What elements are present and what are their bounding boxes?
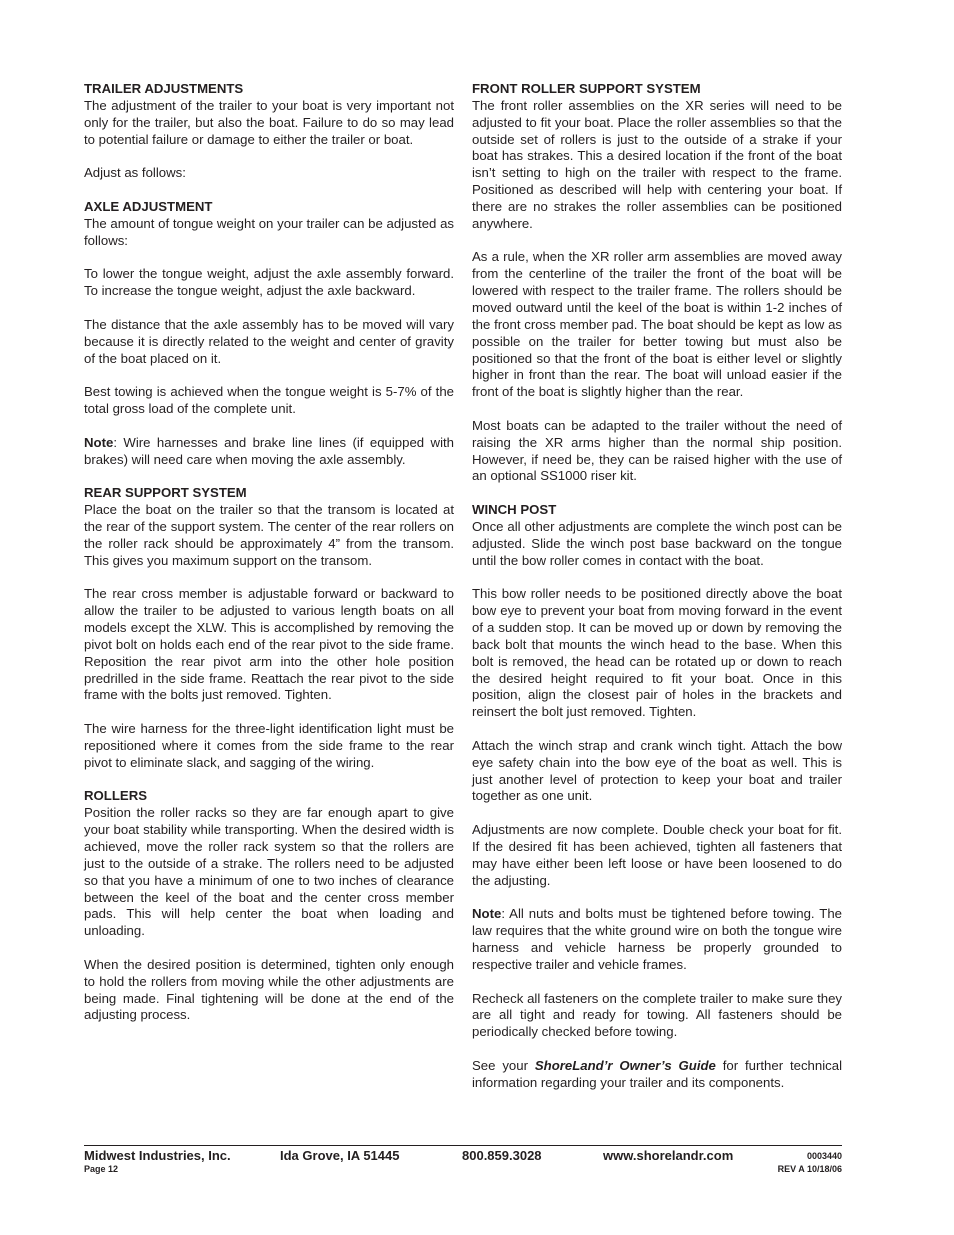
heading-axle-adjustment: AXLE ADJUSTMENT	[84, 198, 213, 214]
paragraph: Adjust as follows:	[84, 165, 186, 181]
paragraph: Adjustments are now complete. Double check your boat for fit. If the desired fit has been achieved, tighten all fasteners that may have either been left loose or have been loosened to do the adjusting.	[472, 822, 842, 888]
paragraph: The distance that the axle assembly has to be moved will vary because it is directly related to the weight and center of gravity of the boat placed on it.	[84, 316, 454, 366]
note-paragraph	[472, 906, 842, 973]
paragraph: As a rule, when the XR roller arm assemblies are moved away from the centerline of the trailer the front of the boat will be lowered with respect to the trailer frame. The rollers should be moved outward until the keel of the boat is within 1-2 inches of the front cross member pad. The boat should be kept as low as possible on the trailer for better towing but must also be positioned so that the front of the boat is either level or slightly higher in front than the rear. The boat will unload easier if the front of the boat is slightly higher than the rear.	[472, 249, 842, 400]
note-label: Note	[84, 434, 114, 450]
paragraph: Best towing is achieved when the tongue weight is 5-7% of the total gross load of the complete unit.	[84, 384, 454, 417]
paragraph: The wire harness for the three-light identification light must be repositioned where it comes from the side frame to the rear pivot to eliminate slack, and sagging of the wiring.	[84, 721, 454, 770]
paragraph: Most boats can be adapted to the trailer without the need of raising the XR arms higher than the normal ship position. However, if need be, they can be raised higher with the use of an optional SS1000 riser kit.	[472, 417, 842, 484]
note-text: : Wire harnesses and brake line lines (if equipped with brakes) will need care when moving the axle assembly.	[84, 434, 454, 467]
footer-phone: 800.859.3028	[462, 1148, 542, 1163]
heading-rear-support-system: REAR SUPPORT SYSTEM	[84, 485, 247, 501]
heading-winch-post: WINCH POST	[472, 502, 557, 518]
paragraph: Attach the winch strap and crank winch tight. Attach the bow eye safety chain into the bow eye of the boat as well. This is just another level of protection to keep your boat and trailer together as one unit.	[472, 737, 842, 804]
footer-company: Midwest Industries, Inc.	[84, 1148, 231, 1163]
paragraph: The front roller assemblies on the XR series will need to be adjusted to fit your boat. Place the roller assemblies so that the outside set of rollers is just to the outside of a strake if your boat has strakes. This a desired location if the front of the boat isn’t setting to high on the trailer with respect to the frame. Positioned as described will help with centering your boat. If there are no strakes the roller assemblies can be positioned anywhere.	[472, 97, 842, 231]
heading-rollers: ROLLERS	[84, 788, 148, 804]
right-column	[472, 81, 842, 1092]
paragraph: To lower the tongue weight, adjust the axle assembly forward. To increase the tongue weight, adjust the axle backward.	[84, 266, 454, 299]
paragraph: Once all other adjustments are complete the winch post can be adjusted. Slide the winch post base backward on the tongue until the bow roller comes in contact with the boat.	[472, 518, 842, 568]
owners-guide-paragraph	[472, 1058, 842, 1092]
owners-guide-title: ShoreLand’r Owner’s Guide	[534, 1057, 716, 1073]
paragraph: The amount of tongue weight on your trailer can be adjusted as follows:	[84, 215, 454, 248]
heading-trailer-adjustments: TRAILER ADJUSTMENTS	[84, 81, 244, 96]
paragraph: This bow roller needs to be positioned directly above the boat bow eye to prevent your boat from moving forward in the event of a sudden stop. It can be moved up or down by removing the back bolt that mounts the winch head to the base. When this bolt is removed, the head can be rotated up or down to reach the desired height required to fit your boat. Once in this position, align the closest pair of holes in the brackets and reinsert the bolt just removed. Tighten.	[472, 586, 842, 720]
footer-revision: REV A 10/18/06	[777, 1164, 842, 1174]
footer-doc-number: 0003440	[806, 1151, 842, 1161]
note-paragraph	[84, 435, 454, 469]
paragraph: The adjustment of the trailer to your boat is very important not only for the trailer, but also the boat. Failure to do so may lead to potential failure or damage to either the trailer or boat.	[84, 97, 454, 147]
paragraph: Position the roller racks so they are far enough apart to give your boat stability while transporting. When the desired width is achieved, move the roller rack system so that the rollers are just to the outside of a strake. The rollers need to be adjusted so that you have a minimum of one to two inches of clearance between the keel of the boat and the center cross member pads. This will help center the boat when loading and unloading.	[84, 805, 454, 939]
footer-divider	[84, 1145, 842, 1146]
footer-page-number: Page 12	[84, 1164, 119, 1174]
note-text: : All nuts and bolts must be tightened before towing. The law requires that the white ground wire on both the tongue wire harness and vehicle harness be properly grounded to respective trailer and vehicle frames.	[472, 906, 842, 972]
paragraph: The rear cross member is adjustable forward or backward to allow the trailer to be adjusted to various length boats on all models except the XLW. This is accomplished by removing the pivot bolt on holds each end of the rear pivot to the side frame. Reposition the rear pivot arm into the other hole position predrilled in the side frame. Reattach the rear pivot to the side frame with the bolts just removed. Tighten.	[84, 586, 454, 703]
see-text: See your	[472, 1057, 535, 1073]
see-text: for further technical information regarding your trailer and its components.	[472, 1057, 843, 1090]
left-column	[84, 81, 454, 1024]
paragraph: Recheck all fasteners on the complete trailer to make sure they are all tight and ready for towing. All fasteners should be periodically checked before towing.	[472, 990, 842, 1040]
note-label: Note	[472, 906, 502, 922]
paragraph: Place the boat on the trailer so that the transom is located at the rear of the support system. The center of the rear rollers on the roller rack should be approximately 4” from the transom. This gives you maximum support on the transom.	[84, 502, 454, 568]
paragraph: When the desired position is determined, tighten only enough to hold the rollers from moving while the other adjustments are being made. Final tightening will be done at the end of the adjusting process.	[84, 956, 454, 1023]
heading-front-roller-support-system: FRONT ROLLER SUPPORT SYSTEM	[472, 81, 701, 96]
footer-city: Ida Grove, IA 51445	[280, 1148, 400, 1163]
footer-website: www.shorelandr.com	[603, 1148, 734, 1163]
